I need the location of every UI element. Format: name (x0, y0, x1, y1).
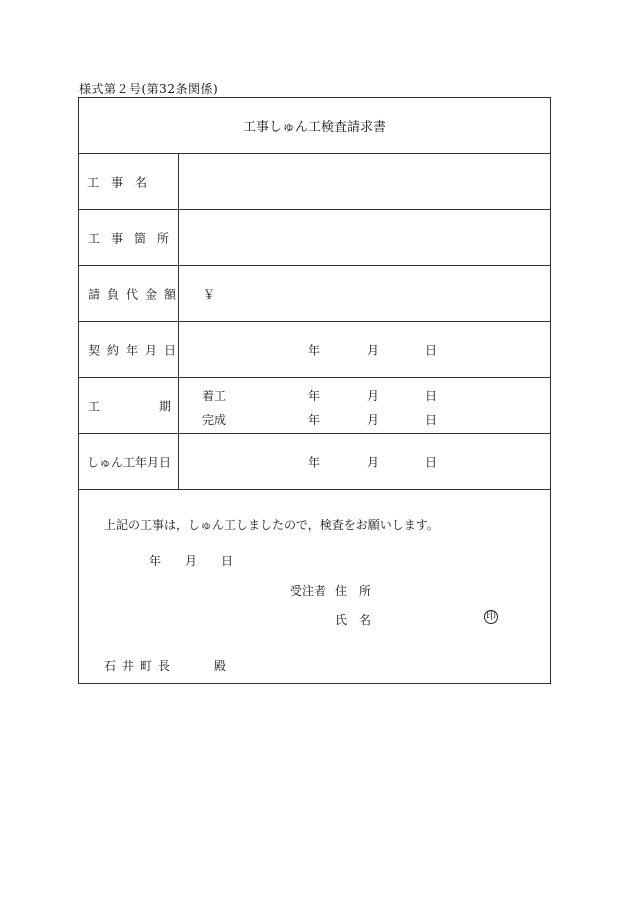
request-footer (79, 490, 550, 685)
start-day-label: 日 (425, 389, 438, 403)
date-day-label: 日 (221, 554, 234, 568)
row-construction-period (79, 378, 550, 434)
name-char: 氏 (335, 613, 348, 627)
form-title: 工事しゅん工検査請求書 (79, 98, 550, 154)
row-construction-place (79, 210, 550, 266)
label-char: 契 (88, 343, 101, 357)
label-cell (79, 210, 179, 265)
complete-year-label: 年 (308, 413, 321, 427)
label-char: 約 (107, 343, 120, 357)
label-char: 月 (145, 343, 158, 357)
label-cell (79, 266, 179, 321)
completion-date-label: しゅん工年月日 (87, 455, 172, 469)
label-text: 工 事 名 (87, 175, 148, 189)
month-label: 月 (367, 455, 380, 469)
label-char: 工 (88, 399, 101, 413)
day-label: 日 (425, 455, 438, 469)
complete-month-label: 月 (367, 413, 380, 427)
label-cell (79, 378, 179, 433)
label-char: 日 (164, 343, 177, 357)
date-month-label: 月 (185, 554, 198, 568)
label-char: 箇 (134, 231, 147, 245)
complete-label: 完成 (202, 413, 227, 427)
construction-name-label (87, 173, 173, 190)
mayor-char: 町 (140, 659, 153, 673)
row-contract-date (79, 322, 550, 378)
row-construction-name (79, 154, 550, 210)
label-char: 代 (126, 287, 139, 301)
row-completion-date (79, 434, 550, 490)
inspection-request-form (78, 97, 551, 684)
contractor-label: 受注者 (290, 584, 327, 598)
day-label: 日 (425, 343, 438, 357)
form-reference: 様式第２号(第32条関係) (79, 82, 219, 96)
name-char: 名 (359, 613, 372, 627)
year-label: 年 (308, 343, 321, 357)
complete-day-label: 日 (425, 413, 438, 427)
label-char: 工 (88, 231, 101, 245)
start-year-label: 年 (308, 389, 321, 403)
label-char: 額 (164, 287, 177, 301)
seal-mark: 印 (486, 611, 496, 622)
mayor-char: 井 (122, 659, 135, 673)
honorific-dono: 殿 (214, 659, 227, 673)
address-char: 所 (359, 584, 372, 598)
label-char: 請 (88, 287, 101, 301)
month-label: 月 (367, 343, 380, 357)
row-contract-amount (79, 266, 550, 322)
start-label: 着工 (202, 389, 227, 403)
label-char: 所 (157, 231, 170, 245)
address-char: 住 (335, 584, 348, 598)
label-cell (79, 322, 179, 377)
label-char: 事 (111, 231, 124, 245)
label-char: 金 (145, 287, 158, 301)
year-label: 年 (308, 455, 321, 469)
label-char: 負 (107, 287, 120, 301)
mayor-char: 石 (104, 659, 117, 673)
label-char: 年 (126, 343, 139, 357)
request-statement: 上記の工事は，しゅん工しましたので，検査をお願いします。 (104, 518, 439, 532)
mayor-char: 長 (158, 659, 171, 673)
label-cell (79, 434, 179, 489)
label-char: 期 (159, 399, 172, 413)
date-year-label: 年 (149, 554, 162, 568)
amount-yen-sign: ￥ (203, 287, 216, 301)
label-cell (79, 154, 179, 209)
start-month-label: 月 (367, 389, 380, 403)
